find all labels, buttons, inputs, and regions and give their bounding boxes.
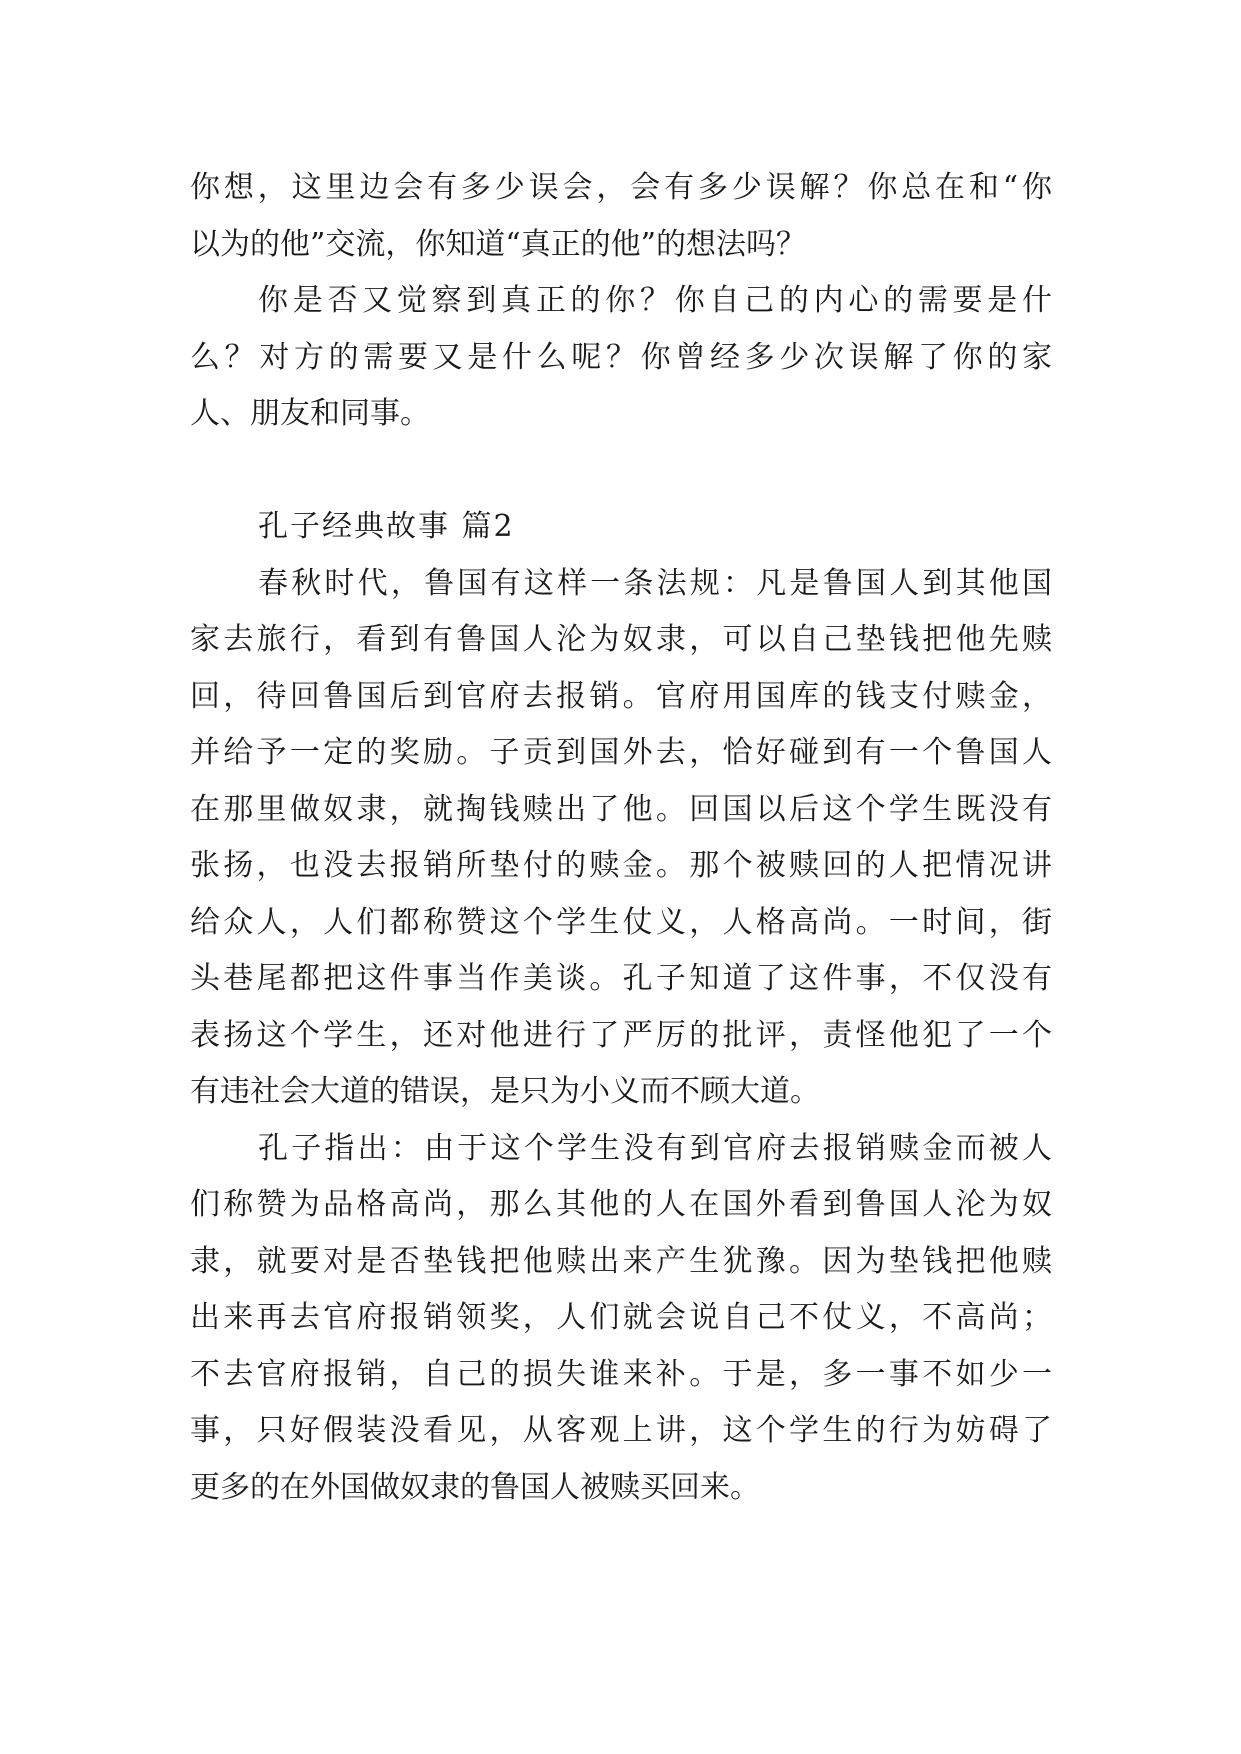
text-line: 孔子指出：由于这个学生没有到官府去报销赎金而被人: [258, 1130, 1052, 1166]
text-line: 有违社会大道的错误，是只为小义而不顾大道。: [190, 1074, 820, 1109]
text-line: 不去官府报销，自己的损失谁来补。于是，多一事不如少一: [190, 1356, 1052, 1392]
text-line: 给众人，人们都称赞这个学生仗义，人格高尚。一时间，街: [190, 904, 1052, 940]
text-line: 事，只好假装没看见，从客观上讲，这个学生的行为妨碍了: [190, 1413, 1052, 1448]
document-body: [190, 160, 1052, 1516]
text-line: 家去旅行，看到有鲁国人沦为奴隶，可以自己垫钱把他先赎: [190, 622, 1052, 657]
text-line: 出来再去官府报销领奖，人们就会说自己不仗义，不高尚；: [190, 1300, 1052, 1335]
paragraph: [190, 160, 1052, 273]
paragraph: [190, 273, 1052, 443]
text-line: 你是否又觉察到真正的你？你自己的内心的需要是什: [258, 283, 1052, 318]
text-line: 以为的他”交流，你知道“真正的他”的想法吗？: [190, 226, 807, 262]
blank-line: [190, 443, 1052, 500]
text-line: 表扬这个学生，还对他进行了严厉的批评，责怪他犯了一个: [190, 1017, 1052, 1053]
text-line: 张扬，也没去报销所垫付的赎金。那个被赎回的人把情况讲: [190, 848, 1052, 883]
text-line: 隶，就要对是否垫钱把他赎出来产生犹豫。因为垫钱把他赎: [190, 1243, 1052, 1279]
paragraph: [190, 556, 1052, 1121]
text-line: 人、朋友和同事。: [190, 396, 430, 431]
text-line: 在那里做奴隶，就掏钱赎出了他。回国以后这个学生既没有: [190, 791, 1052, 827]
section-heading: 孔子经典故事 篇2: [258, 509, 515, 544]
text-line: 更多的在外国做奴隶的鲁国人被赎买回来。: [190, 1469, 760, 1505]
text-line: 么？对方的需要又是什么呢？你曾经多少次误解了你的家: [190, 339, 1052, 375]
text-line: 春秋时代，鲁国有这样一条法规：凡是鲁国人到其他国: [258, 565, 1052, 601]
text-line: 你想，这里边会有多少误会，会有多少误解？你总在和“你: [190, 170, 1052, 205]
paragraph: [190, 1121, 1052, 1517]
text-line: 回，待回鲁国后到官府去报销。官府用国库的钱支付赎金，: [190, 678, 1052, 714]
text-line: 头巷尾都把这件事当作美谈。孔子知道了这件事，不仅没有: [190, 961, 1052, 996]
text-line: 并给予一定的奖励。子贡到国外去，恰好碰到有一个鲁国人: [190, 735, 1052, 770]
text-line: 们称赞为品格高尚，那么其他的人在国外看到鲁国人沦为奴: [190, 1187, 1052, 1222]
